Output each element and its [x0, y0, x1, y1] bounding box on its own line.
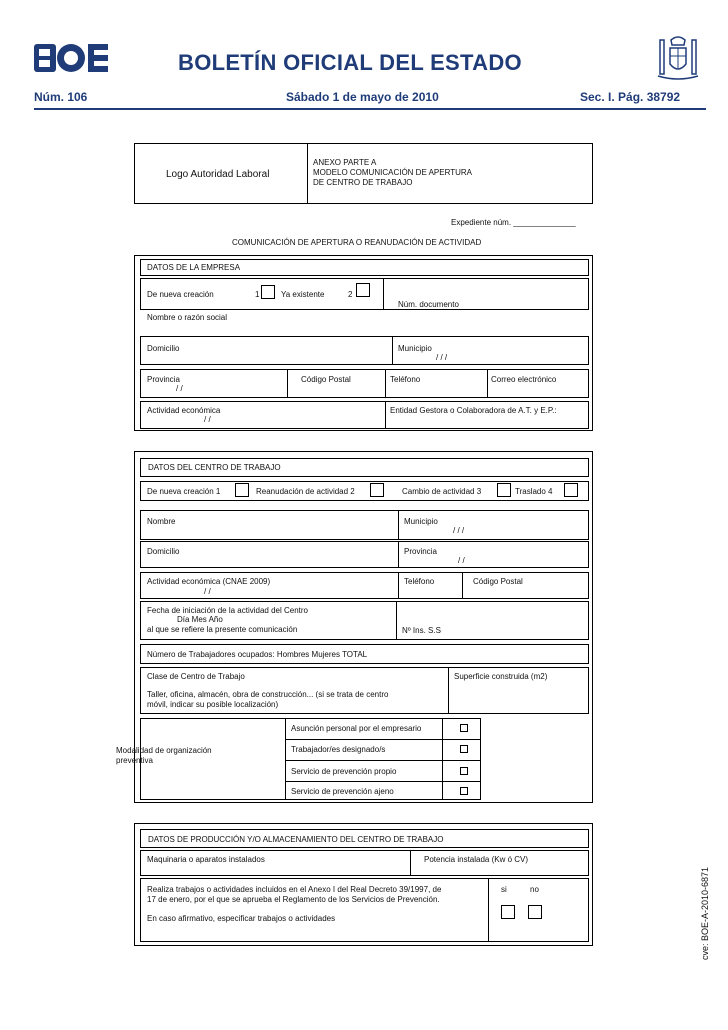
modalidad-label-2: preventiva — [116, 756, 153, 765]
anexo-divider — [307, 143, 308, 204]
modalidad-opt-1-checkbox[interactable] — [460, 724, 468, 732]
centro-domicilio-divider — [398, 541, 399, 568]
centro-cp-label: Código Postal — [473, 577, 523, 586]
form-title: COMUNICACIÓN DE APERTURA O REANUDACIÓN DE ACTIVIDAD — [232, 238, 482, 247]
centro-traslado-label: Traslado 4 — [515, 487, 553, 496]
modalidad-hline-1 — [285, 739, 481, 740]
empresa-prov-divider-2 — [385, 369, 386, 398]
centro-cnae-label: Actividad económica (CNAE 2009) — [147, 577, 271, 586]
centro-row-nombre — [140, 510, 589, 540]
empresa-existente-num: 2 — [348, 290, 353, 299]
modalidad-opt-2-checkbox[interactable] — [460, 745, 468, 753]
modalidad-opt-1: Asunción personal por el empresario — [291, 724, 422, 733]
modalidad-opt-3-checkbox[interactable] — [460, 767, 468, 775]
modalidad-hline-2 — [285, 760, 481, 761]
empresa-provincia-label: Provincia — [147, 375, 180, 384]
centro-nueva-checkbox[interactable] — [235, 483, 249, 497]
fecha-label-3: al que se refiere la presente comunicación — [147, 625, 298, 634]
empresa-cp-label: Código Postal — [301, 375, 351, 384]
empresa-domicilio-label: Domicilio — [147, 344, 180, 353]
empresa-telefono-label: Teléfono — [390, 375, 421, 384]
clase-desc-2: móvil, indicar su posible localización) — [147, 700, 279, 709]
empresa-provincia-slashes: / / — [176, 384, 183, 393]
empresa-prov-divider-1 — [287, 369, 288, 398]
modalidad-opt-4-checkbox[interactable] — [460, 787, 468, 795]
si-label: si — [501, 885, 507, 894]
num-documento-label: Núm. documento — [398, 300, 459, 309]
no-checkbox[interactable] — [528, 905, 542, 919]
empresa-nombre-label: Nombre o razón social — [147, 313, 228, 322]
boe-title: BOLETÍN OFICIAL DEL ESTADO — [178, 50, 522, 75]
anexo-line2: MODELO COMUNICACIÓN DE APERTURA — [313, 168, 472, 177]
fecha-label-2: Día Mes Año — [177, 615, 223, 624]
clase-label: Clase de Centro de Trabajo — [147, 672, 245, 681]
empresa-existente-checkbox[interactable] — [356, 283, 370, 297]
anexo-line1: ANEXO PARTE A — [313, 158, 377, 167]
empresa-actividad-slashes: / / — [204, 415, 211, 424]
centro-fecha-divider — [396, 601, 397, 640]
empresa-entidad-label: Entidad Gestora o Colaboradora de A.T. y E.P.: — [390, 406, 557, 415]
empresa-nueva-num: 1 — [255, 290, 260, 299]
centro-title: DATOS DEL CENTRO DE TRABAJO — [148, 463, 281, 472]
centro-cambio-label: Cambio de actividad 3 — [402, 487, 482, 496]
boe-logo-graphic — [34, 42, 108, 74]
realiza-label-2: 17 de enero, por el que se aprueba el Reglamento de los Servicios de Prevención. — [147, 895, 440, 904]
fecha-label-1: Fecha de iniciación de la actividad del Centro — [147, 606, 308, 615]
empresa-municipio-label: Municipio — [398, 344, 432, 353]
centro-municipio-label: Municipio — [404, 517, 438, 526]
empresa-correo-label: Correo electrónico — [491, 375, 557, 384]
centro-clase-divider — [448, 667, 449, 714]
superficie-label: Superficie construida (m2) — [454, 672, 548, 681]
empresa-domicilio-divider — [392, 336, 393, 365]
section-page: Sec. I. Pág. 38792 — [580, 90, 681, 104]
modalidad-label-1: Modalidad de organización — [116, 746, 212, 755]
centro-nueva-label: De nueva creación 1 — [147, 487, 221, 496]
centro-cnae-slashes: / / — [204, 587, 211, 596]
expediente-field[interactable]: Expediente núm. ______________ — [451, 218, 576, 227]
logo-authority-label: Logo Autoridad Laboral — [166, 169, 270, 180]
modalidad-opt-4: Servicio de prevención ajeno — [291, 787, 394, 796]
empresa-existente-label: Ya existente — [281, 290, 325, 299]
empresa-actividad-divider — [385, 401, 386, 429]
centro-reanudacion-label: Reanudación de actividad 2 — [256, 487, 355, 496]
no-label: no — [530, 885, 539, 894]
centro-nombre-label: Nombre — [147, 517, 176, 526]
centro-provincia-slashes: / / — [458, 556, 465, 565]
produccion-maquinaria-divider — [410, 850, 411, 876]
centro-row-domicilio — [140, 541, 589, 568]
produccion-realiza-divider — [488, 878, 489, 942]
trabajadores-label: Número de Trabajadores ocupados: Hombres Mujeres TOTAL — [147, 650, 368, 659]
modalidad-opt-3: Servicio de prevención propio — [291, 767, 397, 776]
modalidad-opt-2: Trabajador/es designado/s — [291, 745, 386, 754]
clase-desc-1: Taller, oficina, almacén, obra de construcción... (si se trata de centro — [147, 690, 389, 699]
nins-label: Nº Ins. S.S — [402, 626, 441, 635]
centro-reanudacion-checkbox[interactable] — [370, 483, 384, 497]
caso-label: En caso afirmativo, especificar trabajos o actividades — [147, 914, 336, 923]
empresa-nueva-label: De nueva creación — [147, 290, 214, 299]
maquinaria-label: Maquinaria o aparatos instalados — [147, 855, 265, 864]
modalidad-hline-3 — [285, 781, 481, 782]
empresa-nueva-checkbox[interactable] — [261, 285, 275, 299]
centro-provincia-label: Provincia — [404, 547, 437, 556]
centro-municipio-slashes: / / / — [453, 526, 465, 535]
empresa-municipio-slashes: / / / — [436, 353, 448, 362]
cve-code: cve: BOE-A-2010-6871 — [700, 866, 710, 960]
centro-cnae-divider-1 — [398, 572, 399, 599]
boe-logo — [34, 42, 108, 74]
empresa-title: DATOS DE LA EMPRESA — [147, 263, 241, 272]
modalidad-divider — [285, 718, 286, 800]
centro-traslado-checkbox[interactable] — [564, 483, 578, 497]
empresa-actividad-label: Actividad económica — [147, 406, 221, 415]
potencia-label: Potencia instalada (Kw ó CV) — [424, 855, 529, 864]
empresa-row-domicilio — [140, 336, 589, 365]
coat-of-arms-icon — [656, 34, 700, 82]
centro-cambio-checkbox[interactable] — [497, 483, 511, 497]
si-checkbox[interactable] — [501, 905, 515, 919]
anexo-line3: DE CENTRO DE TRABAJO — [313, 178, 413, 187]
issue-date: Sábado 1 de mayo de 2010 — [286, 90, 439, 104]
modalidad-divider-right — [442, 718, 443, 800]
centro-telefono-label: Teléfono — [404, 577, 435, 586]
header-rule — [34, 108, 706, 110]
centro-domicilio-label: Domicilio — [147, 547, 180, 556]
realiza-label-1: Realiza trabajos o actividades incluidos en el Anexo I del Real Decreto 39/1997, de — [147, 885, 442, 894]
empresa-tipo-divider — [383, 278, 384, 310]
centro-nombre-divider — [398, 510, 399, 540]
issue-number: Núm. 106 — [34, 90, 88, 104]
empresa-prov-divider-3 — [487, 369, 488, 398]
centro-cnae-divider-2 — [462, 572, 463, 599]
produccion-title: DATOS DE PRODUCCIÓN Y/O ALMACENAMIENTO DEL CENTRO DE TRABAJO — [148, 835, 444, 844]
